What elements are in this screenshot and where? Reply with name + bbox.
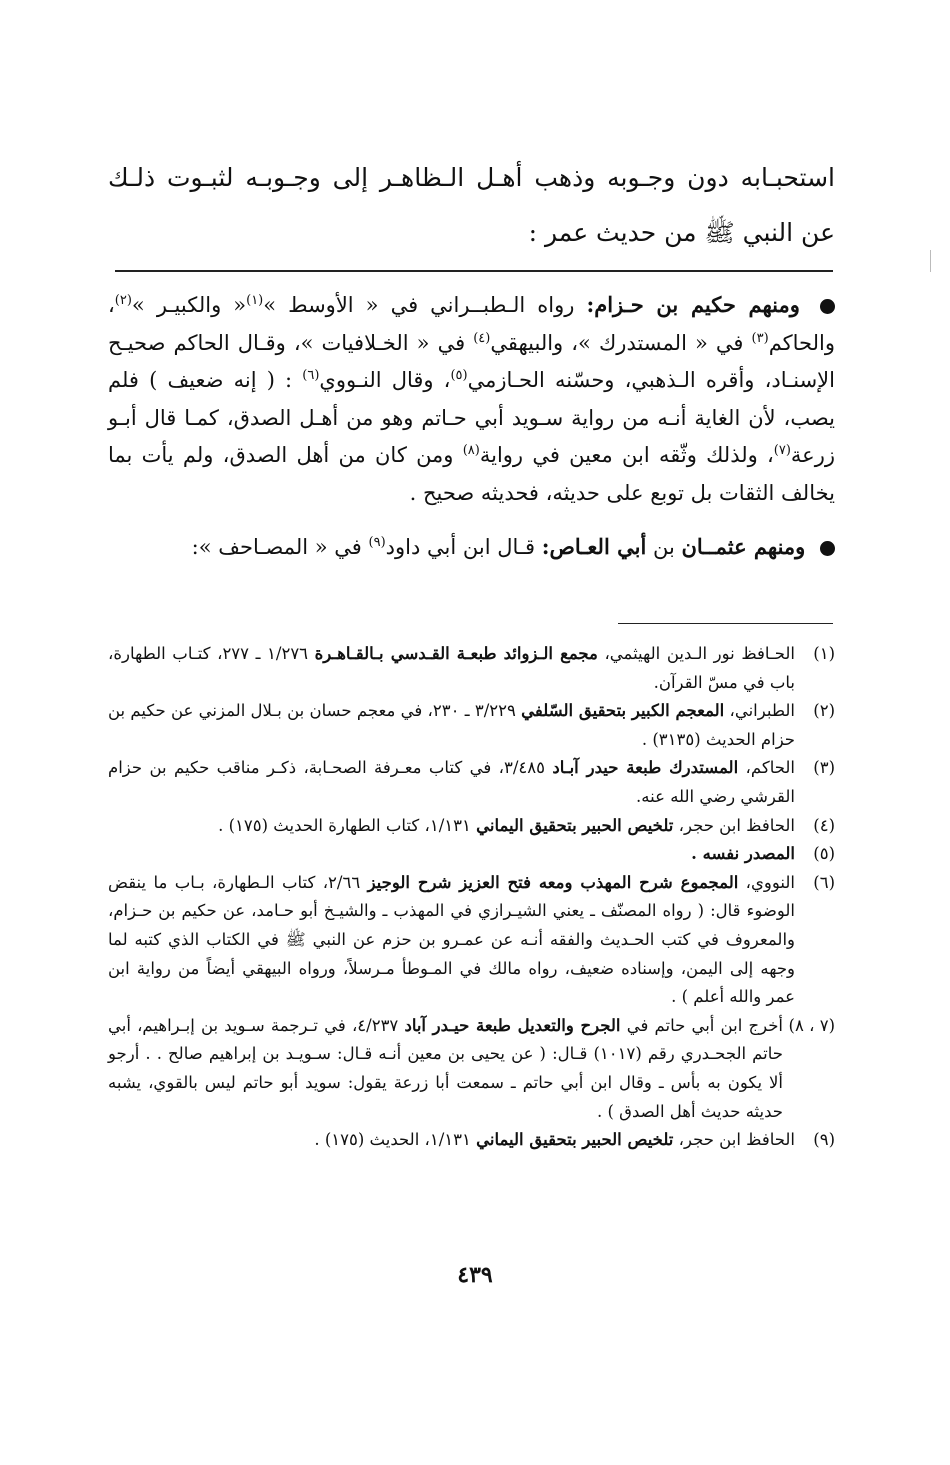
footnote-number: (١) (813, 644, 835, 663)
para1-text: ، وقال النـووي (319, 368, 451, 392)
footnote-text (108, 1012, 783, 1126)
footnote-text (108, 697, 795, 754)
para2-bold: ومنهم عثمــان (681, 534, 806, 559)
para1-text: ، ولذلك وثّقه ابن معين في رواية (479, 443, 774, 467)
para1-text: ومن كان من أهل الصدق، ولم يأت بما يخالف الثقات بل توبع على حديثه، فحديثه صحيح . (108, 443, 835, 505)
footnote (108, 697, 835, 754)
footnote (108, 840, 835, 869)
footnote-rest: ١/١٣١، الحديث (١٧٥) . (314, 1130, 477, 1150)
footnote-number: (٩) (813, 1130, 835, 1150)
footnote-ref[interactable]: (٩) (368, 535, 386, 550)
footnote-number: (٦) (813, 872, 835, 892)
footnote (108, 754, 835, 811)
para1-text: في « الخـلافيات »، وقـال الحاكم صحيـح الإسنـاد، وأقره الـذهبي، وحسّنه الحـازمي (108, 330, 835, 392)
footnote-number: (٢) (813, 701, 835, 721)
footnote-ref[interactable]: (٣) (751, 330, 769, 346)
footnote-text (108, 640, 795, 697)
bullet-icon (820, 299, 835, 314)
para1-bold-intro: ومنهم حكيم بن حـزام: (586, 292, 800, 317)
footnote-ref[interactable]: (٢) (114, 293, 132, 308)
footnote-rest: ٤/٢٣٧، في تـرجمة سـويد بن إبـراهيم، أبي حاتم الجحـدري رقم (١٠١٧) قـال: ( عن يحيى بن معين أنـه قـال: سـويـد بن إبراهيم صالح . . أرجو ألا يكون به بأس ـ وقال ابن أبي حاتم ـ سمعت أبا زرعة يقول: سويد أبو حاتم ليس بالقوي، يشبه حديثه حديث أهل الصدق ) . (108, 1015, 783, 1121)
footnote-lead: النووي، (738, 872, 795, 892)
footnote-source-title: الجرح والتعديل طبعة حيـدر آباد (404, 1015, 621, 1035)
footnote-ref[interactable]: (٧) (773, 443, 791, 458)
footnote-ref[interactable]: (٥) (450, 368, 468, 383)
para1-text: ، والحاكم (108, 293, 835, 355)
para1-text: في « المستدرك »، والبيهقي (490, 330, 752, 355)
para1-text: رواه الـطبــراني في « الأوسط » (263, 293, 575, 317)
footnote-source-title: تلخيص الحبير بتحقيق اليماني (476, 1130, 674, 1150)
footnote-source-title: تلخيص الحبير بتحقيق اليماني (476, 815, 674, 835)
footnote-lead: أخرج ابن أبي حاتم في (620, 1015, 784, 1035)
footnote-source-title: المجموع شرح المهذب ومعه فتح العزيز شرح الوجيز (367, 872, 739, 892)
para2-bold: أبي العـاص: (541, 534, 647, 559)
paragraph-hakim (108, 286, 835, 512)
footnote-lead: الطبراني، (724, 701, 796, 721)
footnote-text (108, 1126, 795, 1155)
footnote-lead: الحافظ ابن حجر، (673, 815, 795, 835)
para2-text: في « المصـاحف »: (191, 535, 369, 559)
footnote-source-title: المصدر نفسه . (691, 844, 795, 864)
footnote-lead: الحاكم، (738, 758, 795, 778)
top-paragraph-text: استحبـابه دون وجـوبه وذهب أهـل الـظاهـر إلى وجـوبـه لثبـوت ذلـك عن النبي ﷺ من حديث عمر : (108, 163, 835, 247)
footnote-source-title: المعجم الكبير بتحقيق السّلفي (521, 701, 725, 721)
footnote-lead: الحـافظ نور الـدين الهيثمي، (597, 644, 795, 663)
footnote-source-title: المستدرك طبعة حيدر آبـاد (552, 758, 739, 778)
footnote (108, 1012, 835, 1126)
footnote-rest: ١/١٣١، كتاب الطهارة الحديث (١٧٥) . (218, 815, 477, 835)
footnote-rest: ٢/٦٦، كتاب الـطهارة، بـاب ما ينقض الوضوء قال: ( رواه المصنّف ـ يعني الشيـرازي في المهذب ـ والشيـخ أبو حـامد، عن حكيم بن حـزام، والمعروف في كتب الحـديث والفقه أنـه عن عمـرو بن حزم عن النبي ﷺ في الكتاب الذي كتبه لما وجهه إلى اليمن، وإسناده ضعيف، رواه مالك في المـوطأ مـرسلاً، ورواه البيهقي أيضاً من رواية ابن عمر والله أعلم ) . (108, 872, 795, 1007)
footnote-text (108, 812, 795, 841)
footnote-text (108, 840, 795, 869)
top-paragraph (108, 150, 835, 260)
footnote-ref[interactable]: (١) (246, 293, 264, 308)
footnote-lead: الحافظ ابن حجر، (673, 1130, 795, 1150)
section-divider (115, 270, 833, 272)
footnote-ref[interactable]: (٨) (462, 443, 480, 458)
paragraph-uthman (108, 528, 835, 567)
footnote (108, 812, 835, 841)
footnote-ref[interactable]: (٦) (302, 368, 320, 383)
footnote-number: (٧ ، ٨) (788, 1015, 835, 1035)
main-body (108, 286, 835, 567)
footnote-ref[interactable]: (٤) (473, 330, 491, 346)
para1-text: : ( إنه ضعيف ) فلم يصب، لأن الغاية أنـه من رواية سـويد أبي حـاتم وهو من أهـل الصدق، كمـا قال أبـو زرعة (108, 368, 835, 467)
footnote-number: (٥) (813, 844, 835, 864)
footnote-text (108, 754, 795, 811)
footnote (108, 640, 835, 697)
footnotes-section (108, 640, 835, 1155)
para1-text: « والكبيـر » (131, 293, 247, 317)
footnote-source-title: مجمع الـزوائد طبعـة القـدسي بـالقـاهـرة (314, 644, 598, 663)
margin-mark (930, 250, 931, 272)
footnote-number: (٤) (813, 815, 835, 835)
bullet-icon (820, 541, 835, 556)
para2-text: قـال ابن أبي داود (385, 535, 542, 559)
footnote-rest: ٣/٢٢٩ ـ ٢٣٠، في معجم حسان بن بـلال المزني عن حكيم بن حزام الحديث (٣١٣٥) . (108, 701, 795, 749)
footnote-rest: ٣/٤٨٥، في كتاب معـرفة الصحـابة، ذكـر مناقب حكيم بن حزام القرشي رضي الله عنه. (108, 758, 795, 806)
footnote (108, 1126, 835, 1155)
para2-text: بن (646, 535, 682, 559)
footnote-divider (618, 623, 833, 624)
footnote-rest: ١/٢٧٦ ـ ٢٧٧، كتـاب الطهارة، باب في مسّ القرآن. (108, 644, 795, 692)
page-number: ٤٣٩ (457, 1262, 493, 1288)
footnote-number: (٣) (813, 758, 835, 778)
footnote-text (108, 869, 795, 1012)
footnote (108, 869, 835, 1012)
